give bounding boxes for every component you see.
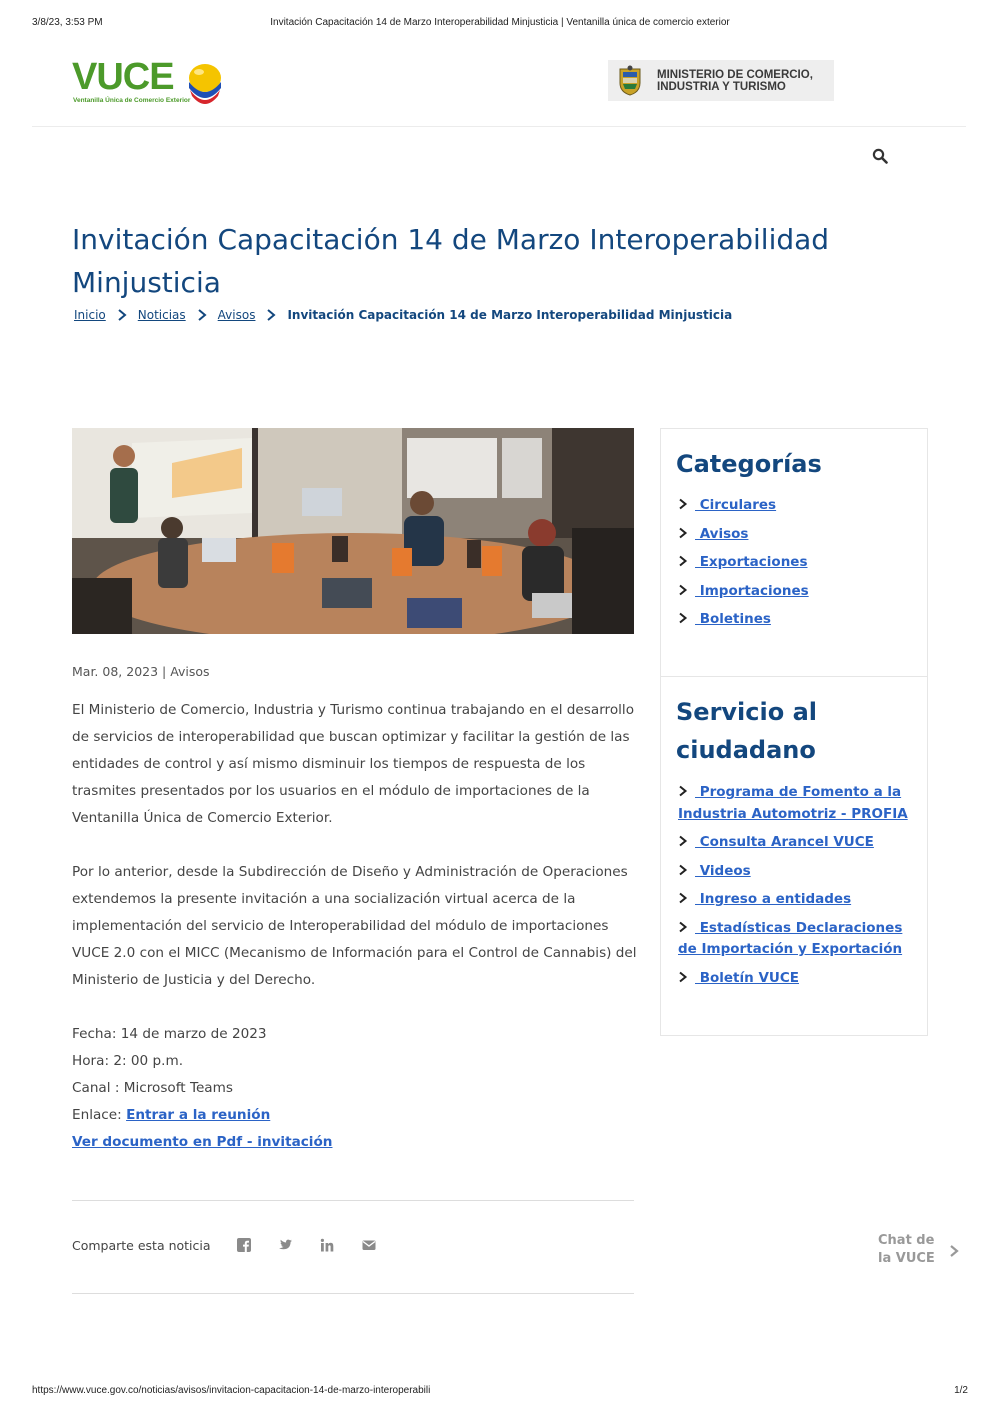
chevron-right-icon bbox=[264, 308, 278, 322]
chevron-right-icon[interactable] bbox=[948, 1244, 960, 1258]
article-paragraph-2: Por lo anterior, desde la Subdirección de Diseño y Administración de Operaciones extendemos la presente invitación a una socialización virtual acerca de la implementación del servicio de Interoperabilidad del módulo de importaciones VUCE 2.0 con el MICC (Mecanismo de Información para el Control de Cannabis) del Ministerio de Justicia y del Derecho. bbox=[72, 864, 637, 988]
join-meeting-link[interactable]: Entrar a la reunión bbox=[126, 1107, 271, 1123]
page-title: Invitación Capacitación 14 de Marzo Interoperabilidad Minjusticia bbox=[72, 223, 830, 299]
citizen-service-title bbox=[676, 693, 817, 769]
pdf-invitation-link[interactable]: Ver documento en Pdf - invitación bbox=[72, 1134, 333, 1150]
categories-panel bbox=[660, 428, 928, 677]
category-link-boletines[interactable]: Boletines bbox=[695, 611, 771, 627]
service-item-ingreso[interactable] bbox=[678, 889, 918, 911]
categories-list bbox=[678, 495, 918, 631]
chevron-right-icon bbox=[678, 555, 688, 567]
print-datetime: 3/8/23, 3:53 PM bbox=[32, 17, 103, 28]
event-channel: Canal : Microsoft Teams bbox=[72, 1080, 233, 1096]
share-divider-bottom bbox=[72, 1293, 634, 1294]
event-details bbox=[72, 1021, 642, 1156]
breadcrumb-avisos[interactable]: Avisos bbox=[217, 308, 256, 322]
chevron-right-icon bbox=[678, 921, 688, 933]
service-item-profia[interactable] bbox=[678, 782, 918, 825]
citizen-service-title-line-1: Servicio al bbox=[676, 698, 817, 726]
chevron-right-icon bbox=[678, 892, 688, 904]
email-icon[interactable] bbox=[362, 1238, 376, 1252]
ministry-line-1: MINISTERIO DE COMERCIO, bbox=[657, 69, 813, 81]
chevron-right-icon bbox=[678, 835, 688, 847]
service-item-boletin[interactable] bbox=[678, 968, 918, 990]
category-link-exportaciones[interactable]: Exportaciones bbox=[695, 554, 808, 570]
vuce-logo-mark-icon bbox=[185, 58, 225, 104]
event-time: Hora: 2: 00 p.m. bbox=[72, 1053, 184, 1069]
category-item-avisos[interactable] bbox=[678, 524, 918, 546]
citizen-service-list bbox=[678, 782, 918, 989]
chat-vuce-button[interactable] bbox=[878, 1232, 935, 1268]
article-meta: Mar. 08, 2023 | Avisos bbox=[72, 664, 210, 679]
breadcrumb-current: Invitación Capacitación 14 de Marzo Interoperabilidad Minjusticia bbox=[287, 308, 733, 322]
category-item-exportaciones[interactable] bbox=[678, 552, 918, 574]
service-link-estadisticas[interactable]: Estadísticas Declaraciones de Importación y Exportación bbox=[678, 919, 903, 957]
chevron-right-icon bbox=[678, 785, 688, 797]
article-hero-image bbox=[72, 428, 634, 634]
service-link-videos[interactable]: Videos bbox=[695, 862, 751, 879]
chevron-right-icon bbox=[115, 308, 129, 322]
share-divider-top bbox=[72, 1200, 634, 1201]
share-label: Comparte esta noticia bbox=[72, 1238, 211, 1253]
chevron-right-icon bbox=[195, 308, 209, 322]
citizen-service-panel bbox=[660, 676, 928, 1036]
article-body bbox=[72, 697, 642, 1156]
chat-label-line-1: Chat de bbox=[878, 1233, 935, 1248]
header-divider bbox=[32, 126, 966, 127]
vuce-logo-tagline: Ventanilla Única de Comercio Exterior bbox=[73, 97, 191, 104]
category-item-importaciones[interactable] bbox=[678, 581, 918, 603]
service-link-ingreso[interactable]: Ingreso a entidades bbox=[695, 891, 852, 907]
citizen-service-title-line-2: ciudadano bbox=[676, 736, 816, 764]
article-paragraph-1: El Ministerio de Comercio, Industria y Turismo continua trabajando en el desarrollo de servicios de interoperabilidad que buscan optimizar y facilitar la gestión de las entidades de control y así mismo disminuir los tiempos de respuesta de los trasmites presentados por los usuarios en el módulo de importaciones de la Ventanilla Única de Comercio Exterior. bbox=[72, 702, 635, 826]
facebook-icon[interactable] bbox=[237, 1238, 251, 1252]
ministry-name bbox=[657, 69, 813, 93]
categories-title: Categorías bbox=[676, 450, 822, 478]
event-date: Fecha: 14 de marzo de 2023 bbox=[72, 1026, 267, 1042]
service-link-profia[interactable]: Programa de Fomento a la Industria Automotriz - PROFIA bbox=[678, 784, 908, 822]
chat-label-line-2: la VUCE bbox=[878, 1251, 935, 1266]
vuce-logo-text: VUCE bbox=[72, 56, 174, 98]
service-item-estadisticas[interactable] bbox=[678, 918, 918, 961]
search-icon[interactable] bbox=[872, 148, 888, 164]
chevron-right-icon bbox=[678, 864, 688, 876]
pdf-link-line bbox=[72, 1129, 642, 1156]
coat-of-arms-icon bbox=[614, 65, 646, 97]
category-link-circulares[interactable]: Circulares bbox=[695, 497, 777, 513]
service-item-videos[interactable] bbox=[678, 861, 918, 883]
chevron-right-icon bbox=[678, 612, 688, 624]
chevron-right-icon bbox=[678, 584, 688, 596]
category-item-boletines[interactable] bbox=[678, 609, 918, 631]
chevron-right-icon bbox=[678, 498, 688, 510]
twitter-icon[interactable] bbox=[278, 1238, 292, 1252]
breadcrumb-noticias[interactable]: Noticias bbox=[137, 308, 186, 322]
ministry-line-2: INDUSTRIA Y TURISMO bbox=[657, 81, 786, 93]
ministry-logo[interactable] bbox=[608, 60, 834, 101]
event-link-line bbox=[72, 1102, 642, 1129]
service-link-boletin[interactable]: Boletín VUCE bbox=[695, 969, 799, 986]
vuce-logo[interactable] bbox=[72, 58, 232, 108]
linkedin-icon[interactable] bbox=[320, 1238, 334, 1252]
chevron-right-icon bbox=[678, 527, 688, 539]
breadcrumb-inicio[interactable]: Inicio bbox=[74, 308, 106, 322]
category-link-avisos[interactable]: Avisos bbox=[695, 525, 749, 542]
print-page-number: 1/2 bbox=[954, 1385, 968, 1396]
breadcrumb bbox=[74, 308, 732, 322]
event-link-label: Enlace: bbox=[72, 1107, 127, 1123]
print-url: https://www.vuce.gov.co/noticias/avisos/invitacion-capacitacion-14-de-marzo-interoperabili bbox=[32, 1385, 431, 1396]
category-item-circulares[interactable] bbox=[678, 495, 918, 517]
print-page-title: Invitación Capacitación 14 de Marzo Interoperabilidad Minjusticia | Ventanilla única de comercio exterior bbox=[270, 17, 730, 28]
chevron-right-icon bbox=[678, 971, 688, 983]
service-link-arancel[interactable]: Consulta Arancel VUCE bbox=[695, 834, 874, 850]
service-item-arancel[interactable] bbox=[678, 832, 918, 854]
category-link-importaciones[interactable]: Importaciones bbox=[695, 582, 809, 599]
